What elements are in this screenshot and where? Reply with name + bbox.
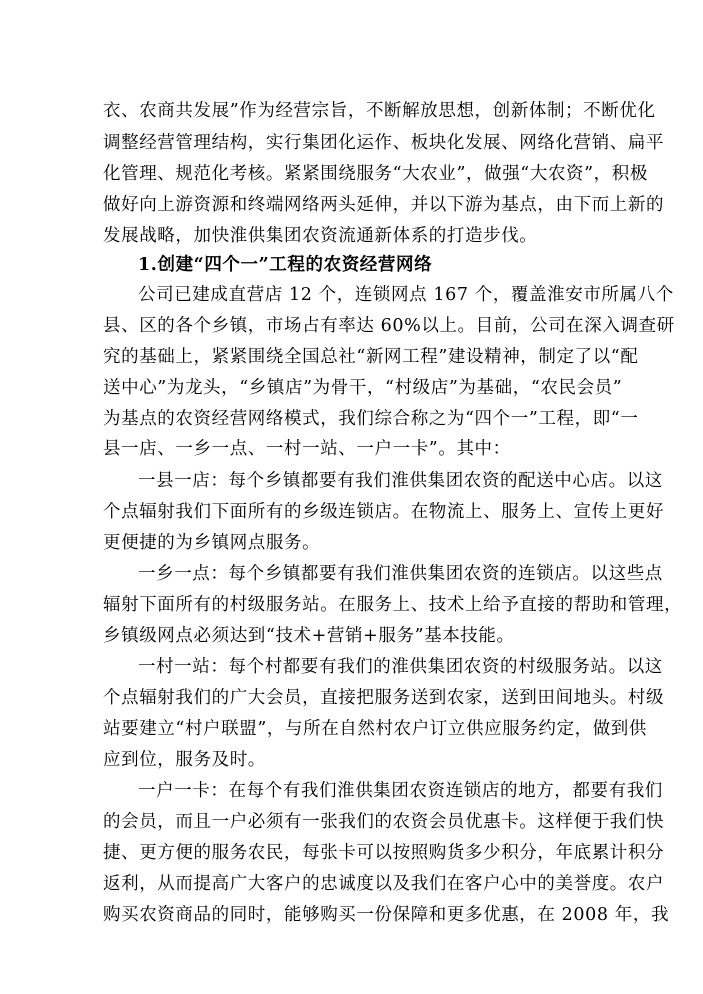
text-line: 为基点的农资经营网络模式，我们综合称之为“四个一”工程，即“一	[103, 409, 639, 429]
text-line: 一乡一点：每个乡镇都要有我们淮供集团农资的连锁店。以这些点	[138, 564, 663, 584]
text-line: 一户一卡：在每个有我们淮供集团农资连锁店的地方，都要有我们	[138, 781, 663, 801]
text-line: 辐射下面所有的村级服务站。在服务上、技术上给予直接的帮助和管理，	[103, 595, 683, 615]
text-line: 调整经营管理结构，实行集团化运作、板块化发展、网络化营销、扁平	[103, 133, 665, 153]
section-heading: 1.创建“四个一”工程的农资经营网络	[138, 255, 433, 275]
text-line: 送中心”为龙头，“乡镇店”为骨干，“村级店”为基础，“农民会员”	[103, 378, 623, 398]
text-line: 应到位，服务及时。	[103, 750, 266, 770]
text-line: 究的基础上，紧紧围绕全国总社“新网工程”建设精神，制定了以“配	[103, 347, 639, 367]
text-line: 更便捷的为乡镇网点服务。	[103, 533, 321, 553]
text-line: 衣、农商共发展”作为经营宗旨，不断解放思想，创新体制；不断优化	[103, 101, 656, 121]
text-line: 的会员，而且一户必须有一张我们的农资会员优惠卡。这样便于我们快	[103, 812, 665, 832]
text-line: 捷、更方便的服务农民，每张卡可以按照购货多少积分，年底累计积分	[103, 843, 665, 863]
text-line: 乡镇级网点必须达到“技术+营销+服务”基本技能。	[103, 626, 515, 646]
text-line: 公司已建成直营店 12 个，连锁网点 167 个，覆盖淮安市所属八个	[138, 285, 674, 305]
text-line: 发展战略，加快淮供集团农资流通新体系的打造步伐。	[103, 226, 538, 246]
text-line: 化管理、规范化考核。紧紧围绕服务“大农业”，做强“大农资”，积极	[103, 164, 648, 184]
text-line: 县一店、一乡一点、一村一站、一户一卡”。其中：	[103, 439, 511, 459]
text-line: 站要建立“村户联盟”，与所在自然村农户订立供应服务约定，做到供	[103, 719, 647, 739]
text-line: 个点辐射我们下面所有的乡级连锁店。在物流上、服务上、宣传上更好	[103, 502, 665, 522]
text-line: 购买农资商品的同时，能够购买一份保障和更多优惠，在 2008 年，我	[103, 905, 670, 925]
text-line: 一县一店：每个乡镇都要有我们淮供集团农资的配送中心店。以这	[138, 471, 663, 491]
text-line: 做好向上游资源和终端网络两头延伸，并以下游为基点，由下而上新的	[103, 195, 665, 215]
text-line: 一村一站：每个村都要有我们的淮供集团农资的村级服务站。以这	[138, 657, 663, 677]
text-line: 个点辐射我们的广大会员，直接把服务送到农家，送到田间地头。村级	[103, 688, 665, 708]
text-line: 县、区的各个乡镇，市场占有率达 60%以上。目前，公司在深入调查研	[103, 316, 675, 336]
text-line: 返利，从而提高广大客户的忠诚度以及我们在客户心中的美誉度。农户	[103, 874, 665, 894]
